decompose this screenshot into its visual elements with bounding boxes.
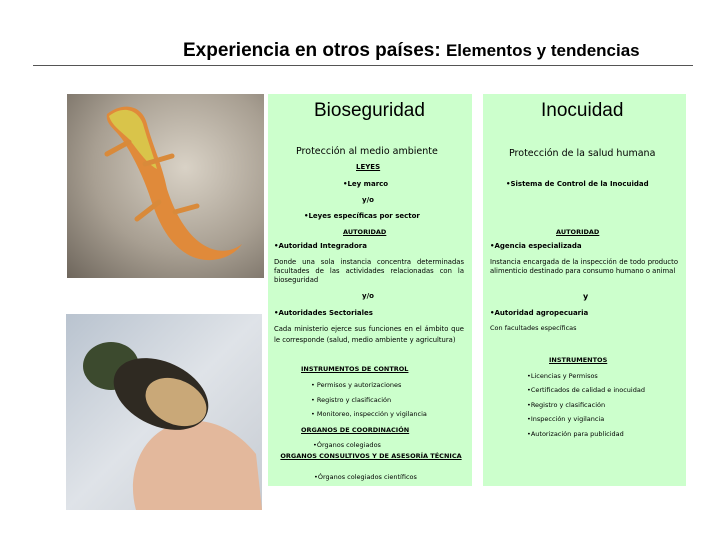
autoridad-integradora: •Autoridad Integradora — [274, 242, 367, 250]
organos-consultivos-header: ORGANOS CONSULTIVOS Y DE ASESORÍA TÉCNICA — [280, 452, 462, 460]
leyes-header: LEYES — [356, 163, 381, 171]
instrumento-item-right: •Registro y clasificación — [527, 401, 606, 409]
integradora-description: Donde una sola instancia concentra determinadas facultades de las actividades relacionadas con la bioseguridad — [274, 258, 464, 284]
instrumentos-header-right: INSTRUMENTOS — [549, 356, 608, 364]
bioseguridad-subheading: Protección al medio ambiente — [296, 146, 438, 157]
title-part1: Experiencia en otros países: — [183, 40, 441, 61]
autoridad-header-left: AUTORIDAD — [343, 228, 387, 236]
inocuidad-subheading: Protección de la salud humana — [509, 148, 656, 159]
gecko-illustration — [67, 94, 264, 278]
autoridades-sectoriales: •Autoridades Sectoriales — [274, 309, 373, 317]
organos-colegiados: •Órganos colegiados — [313, 441, 381, 449]
title-part2: Elementos y tendencias — [445, 41, 640, 60]
instrumento-item: • Permisos y autorizaciones — [311, 381, 402, 389]
leyes-especificas: •Leyes específicas por sector — [304, 212, 420, 220]
agro-description: Con facultades específicas — [490, 324, 577, 332]
y-connector: y — [583, 292, 589, 301]
yo-connector-2: y/o — [362, 292, 374, 300]
bioseguridad-heading: Bioseguridad — [314, 100, 425, 121]
beetle-image — [66, 314, 262, 510]
autoridad-header-right: AUTORIDAD — [556, 228, 600, 236]
hand-shape — [133, 421, 262, 510]
slide-title — [183, 40, 640, 62]
instrumento-item: • Monitoreo, inspección y vigilancia — [311, 410, 427, 418]
agencia-especializada: •Agencia especializada — [490, 242, 582, 250]
sistema-control: •Sistema de Control de la Inocuidad — [506, 180, 649, 188]
instrumento-item-right: •Autorización para publicidad — [527, 430, 624, 438]
beetle-illustration — [66, 314, 262, 510]
organos-coordinacion-header: ORGANOS DE COORDINACIÓN — [301, 426, 410, 434]
instrumento-item-right: •Licencias y Permisos — [527, 372, 598, 380]
organos-cientificos: •Órganos colegiados científicos — [314, 473, 417, 481]
autoridad-agropecuaria: •Autoridad agropecuaria — [490, 309, 589, 317]
agencia-description: Instancia encargada de la inspección de todo producto alimenticio destinado para consumo humano o animal — [490, 258, 678, 275]
inocuidad-heading: Inocuidad — [541, 100, 624, 121]
sectoriales-description: Cada ministerio ejerce sus funciones en el ámbito que le corresponde (salud, medio ambiente y agricultura) — [274, 325, 464, 344]
ley-marco: •Ley marco — [343, 180, 389, 188]
instrumento-item: • Registro y clasificación — [311, 396, 392, 404]
instrumento-item-right: •Inspección y vigilancia — [527, 415, 605, 423]
instrumento-item-right: •Certificados de calidad e inocuidad — [527, 386, 645, 394]
yo-connector-1: y/o — [362, 196, 374, 204]
title-divider — [33, 65, 693, 66]
gecko-image — [67, 94, 264, 278]
instrumentos-control-header: INSTRUMENTOS DE CONTROL — [301, 365, 409, 373]
